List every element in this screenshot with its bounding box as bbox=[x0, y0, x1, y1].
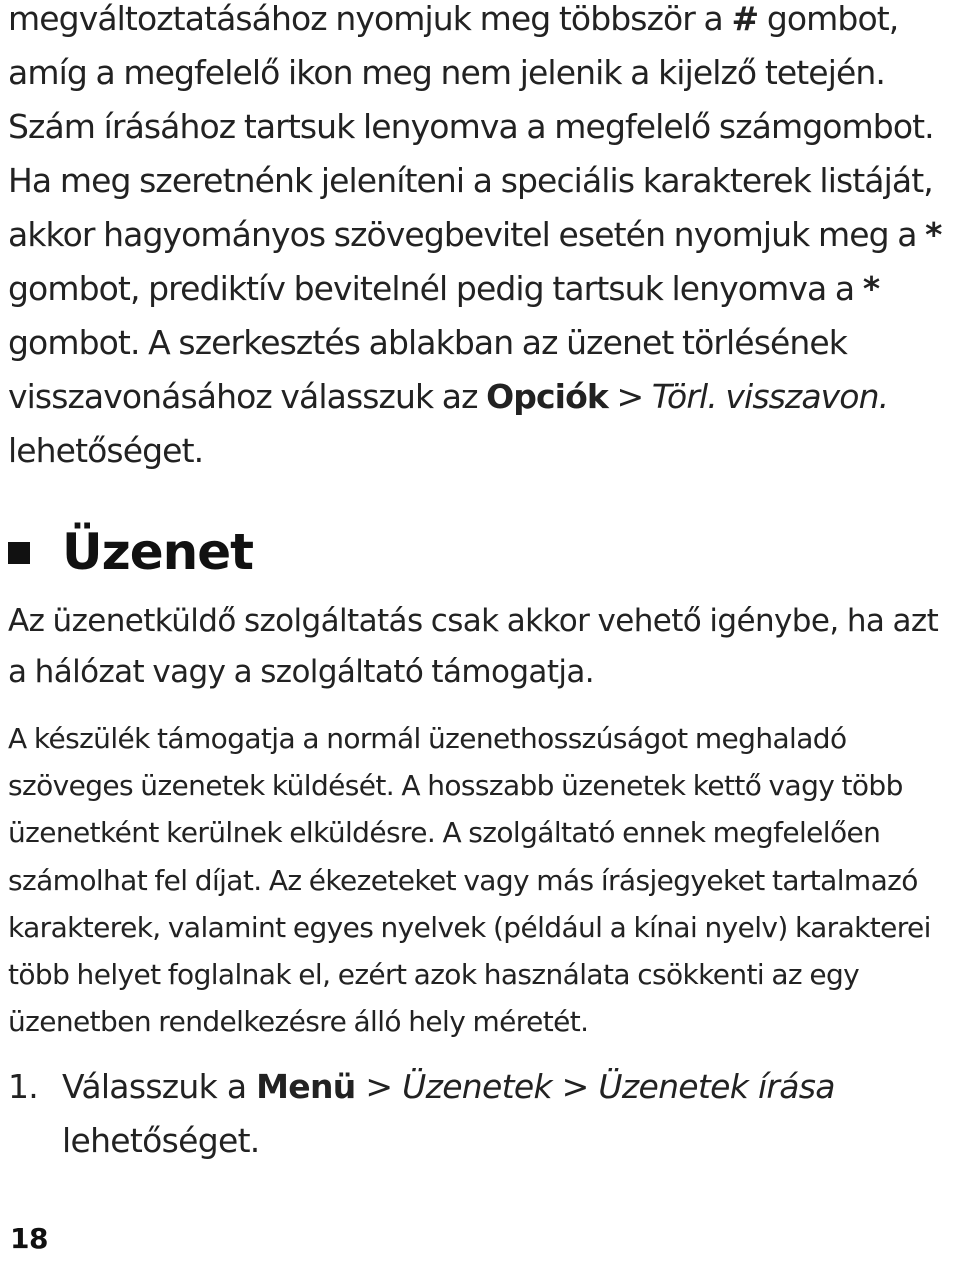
section-heading bbox=[8, 520, 952, 584]
intro-text-2: gombot, amíg a megfelelő ikon meg nem jelenik a kijelző tetején. Szám írásához tartsuk lenyomva a megfelelő számgombot. Ha meg szeretnénk jeleníteni a speciális karakterek listáját, akkor hagyományos szövegbevitel esetén nyomjuk meg a bbox=[8, 0, 934, 254]
section-body: A készülék támogatja a normál üzenethosszúságot meghaladó szöveges üzenetek küldését. A hosszabb üzenetek kettő vagy több üzenetként kerülnek elküldésre. A szolgáltató ennek megfelelően számolhat fel díjat. Az ékezeteket vagy más írásjegyeket tartalmazó karakterek, valamint egyes nyelvek (például a kínai nyelv) karakterei több helyet foglalnak el, ezért azok használata csökkenti az egy üzenetben rendelkezésre álló hely méretét. bbox=[8, 722, 931, 1039]
star-key: * bbox=[925, 215, 942, 254]
square-bullet-icon bbox=[8, 542, 30, 564]
path-separator: > bbox=[355, 1067, 403, 1106]
menu-term: Menü bbox=[256, 1067, 356, 1106]
intro-paragraph bbox=[8, 0, 952, 478]
step-text-1: Válasszuk a bbox=[62, 1067, 257, 1106]
section-title: Üzenet bbox=[62, 523, 254, 581]
messages-term: Üzenetek bbox=[402, 1067, 552, 1106]
step-text bbox=[62, 1060, 942, 1168]
star-key: * bbox=[862, 269, 880, 308]
write-message-term: Üzenetek írása bbox=[598, 1067, 835, 1106]
hash-key: # bbox=[731, 0, 759, 38]
step-number: 1. bbox=[8, 1067, 39, 1106]
page-number: 18 bbox=[10, 1222, 48, 1255]
undo-delete-term: Törl. visszavon. bbox=[651, 377, 889, 416]
step-text-2: lehetőséget. bbox=[62, 1121, 260, 1160]
path-separator: > bbox=[607, 377, 652, 416]
path-separator: > bbox=[551, 1067, 599, 1106]
options-menu-term: Opciók bbox=[486, 377, 608, 416]
intro-text-3: gombot, prediktív bevitelnél pedig tartsuk lenyomva a bbox=[8, 269, 863, 308]
section-lead: Az üzenetküldő szolgáltatás csak akkor vehető igénybe, ha azt a hálózat vagy a szolgáltató támogatja. bbox=[8, 603, 939, 690]
intro-text-5: lehetőséget. bbox=[8, 431, 204, 470]
intro-text-1: megváltoztatásához nyomjuk meg többször a bbox=[8, 0, 732, 38]
intro-text-4: gombot. A szerkesztés ablakban az üzenet törlésének visszavonásához válasszuk az bbox=[8, 323, 848, 416]
